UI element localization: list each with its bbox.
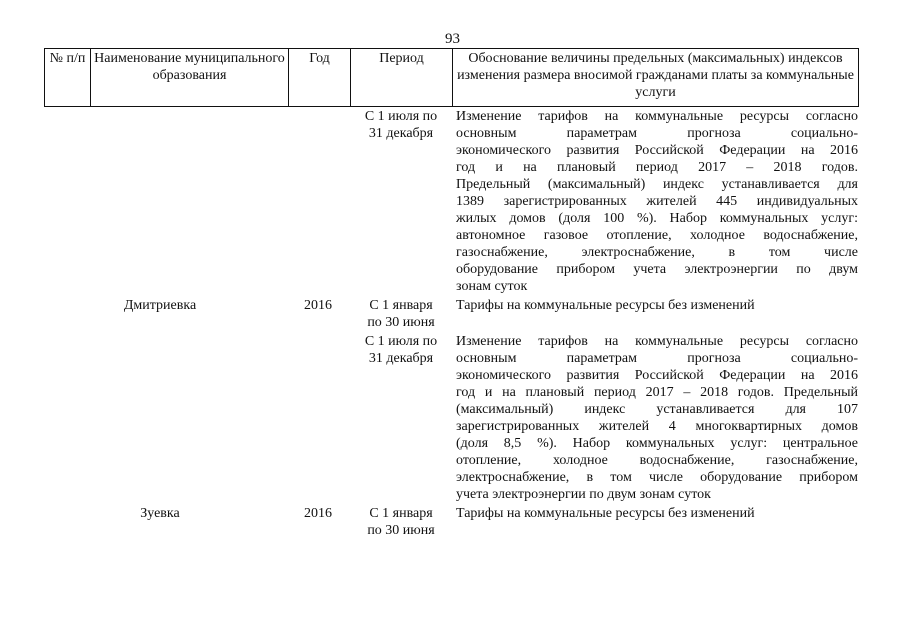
justification-text	[456, 333, 858, 503]
header-justification: Обоснование величины предельных (максимальных) индексов изменения размера вносимой гражданами платы за коммунальные услуги	[453, 49, 859, 107]
justification-line: Тарифы на коммунальные ресурсы без изменений	[456, 298, 755, 313]
period-line: 31 декабря	[368, 126, 434, 141]
period-value	[356, 505, 446, 539]
justification-line: Предельный (максимальный) индекс устанавливается для	[456, 177, 858, 192]
justification-line: год и на плановый период 2017 – 2018 годов.	[456, 160, 858, 175]
municipality-name: Зуевка	[140, 506, 180, 521]
period-line: С 1 января	[369, 298, 433, 313]
justification-line: жилых домов (доля 100 %). Набор коммунальных услуг:	[456, 211, 858, 226]
justification-line: год и на плановый период 2017 – 2018 годов. Предельный	[456, 385, 858, 400]
justification-line: газоснабжение, электроснабжение, в том числе	[456, 245, 858, 260]
table-header	[44, 48, 859, 107]
justification-line: 1389 зарегистрированных жителей 445 индивидуальных	[456, 194, 858, 209]
justification-line: отопление, холодное водоснабжение, газоснабжение,	[456, 453, 858, 468]
header-year: Год	[289, 49, 351, 107]
year-value: 2016	[304, 298, 332, 313]
header-num: № п/п	[45, 49, 91, 107]
justification-line: Тарифы на коммунальные ресурсы без изменений	[456, 506, 755, 521]
justification-line: Изменение тарифов на коммунальные ресурсы согласно	[456, 334, 858, 349]
period-value	[356, 333, 446, 367]
justification-line: основным параметрам прогноза социально-	[456, 351, 858, 366]
justification-line: экономического развития Российской Федерации на 2016	[456, 143, 858, 158]
justification-text	[456, 505, 858, 522]
justification-line: электроснабжение, в том числе оборудование прибором	[456, 470, 858, 485]
justification-line: (максимальный) индекс устанавливается для 107	[456, 402, 858, 417]
period-line: по 30 июня	[367, 315, 435, 330]
period-line: С 1 января	[369, 506, 433, 521]
justification-line: зонам суток	[456, 279, 528, 294]
page-number: 93	[445, 31, 460, 47]
period-value	[356, 108, 446, 142]
justification-line: основным параметрам прогноза социально-	[456, 126, 858, 141]
period-line: 31 декабря	[368, 351, 434, 366]
municipality-name: Дмитриевка	[123, 298, 197, 313]
period-value	[356, 297, 446, 331]
period-line: по 30 июня	[367, 523, 435, 538]
justification-text	[456, 297, 858, 314]
justification-line: (доля 8,5 %). Набор коммунальных услуг: центральное	[456, 436, 858, 451]
justification-line: автономное газовое отопление, холодное водоснабжение,	[456, 228, 858, 243]
justification-line: зарегистрированных жителей 4 многоквартирных домов	[456, 419, 858, 434]
header-period: Период	[351, 49, 453, 107]
year-value: 2016	[304, 506, 332, 521]
justification-text	[456, 108, 858, 295]
header-name: Наименование муниципального образования	[91, 49, 289, 107]
justification-line: экономического развития Российской Федерации на 2016	[456, 368, 858, 383]
justification-line: учета электроэнергии по двум зонам суток	[456, 487, 711, 502]
justification-line: Изменение тарифов на коммунальные ресурсы согласно	[456, 109, 858, 124]
period-line: С 1 июля по	[364, 109, 438, 124]
period-line: С 1 июля по	[364, 334, 438, 349]
justification-line: оборудование прибором учета электроэнергии по двум	[456, 262, 858, 277]
